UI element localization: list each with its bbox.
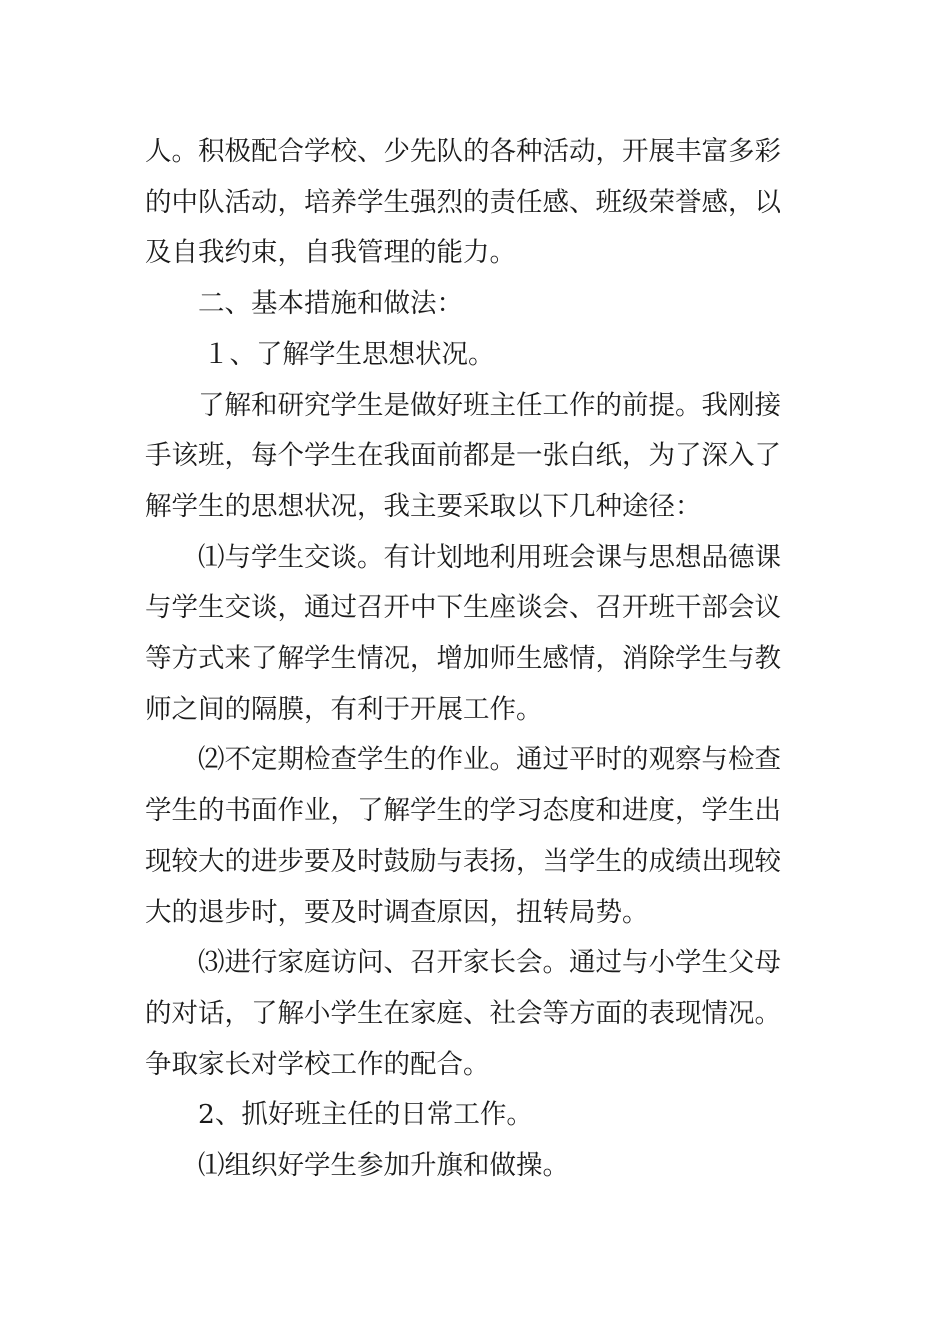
subheading-understand-students: １、了解学生思想状况。 (203, 338, 495, 370)
list-item-home-visits: ⑶进行家庭访问、召开家长会。通过与小学生父母的对话，了解小学生在家庭、社会等方面的表现情况。争取家长对学校工作的配合。 (145, 947, 781, 1080)
list-item-flag-raising: ⑴组织好学生参加升旗和做操。 (198, 1150, 569, 1182)
paragraph-understand-students: 了解和研究学生是做好班主任工作的前提。我刚接手该班，每个学生在我面前都是一张白纸，为了深入了解学生的思想状况，我主要采取以下几种途径： (145, 389, 781, 522)
list-item-talk-with-students: ⑴与学生交谈。有计划地利用班会课与思想品德课与学生交谈，通过召开中下生座谈会、召开班干部会议等方式来了解学生情况，增加师生感情，消除学生与教师之间的隔膜，有利于开展工作。 (145, 541, 781, 725)
subheading-daily-work: 2、抓好班主任的日常工作。 (198, 1099, 533, 1131)
list-item-check-homework: ⑵不定期检查学生的作业。通过平时的观察与检查学生的书面作业，了解学生的学习态度和进度，学生出现较大的进步要及时鼓励与表扬，当学生的成绩出现较大的退步时，要及时调查原因，扭转局势。 (145, 744, 781, 928)
paragraph-continuation: 人。积极配合学校、少先队的各种活动，开展丰富多彩的中队活动，培养学生强烈的责任感、班级荣誉感，以及自我约束，自我管理的能力。 (145, 136, 781, 269)
document-body (145, 127, 805, 1192)
section-heading-measures: 二、基本措施和做法： (198, 288, 463, 320)
